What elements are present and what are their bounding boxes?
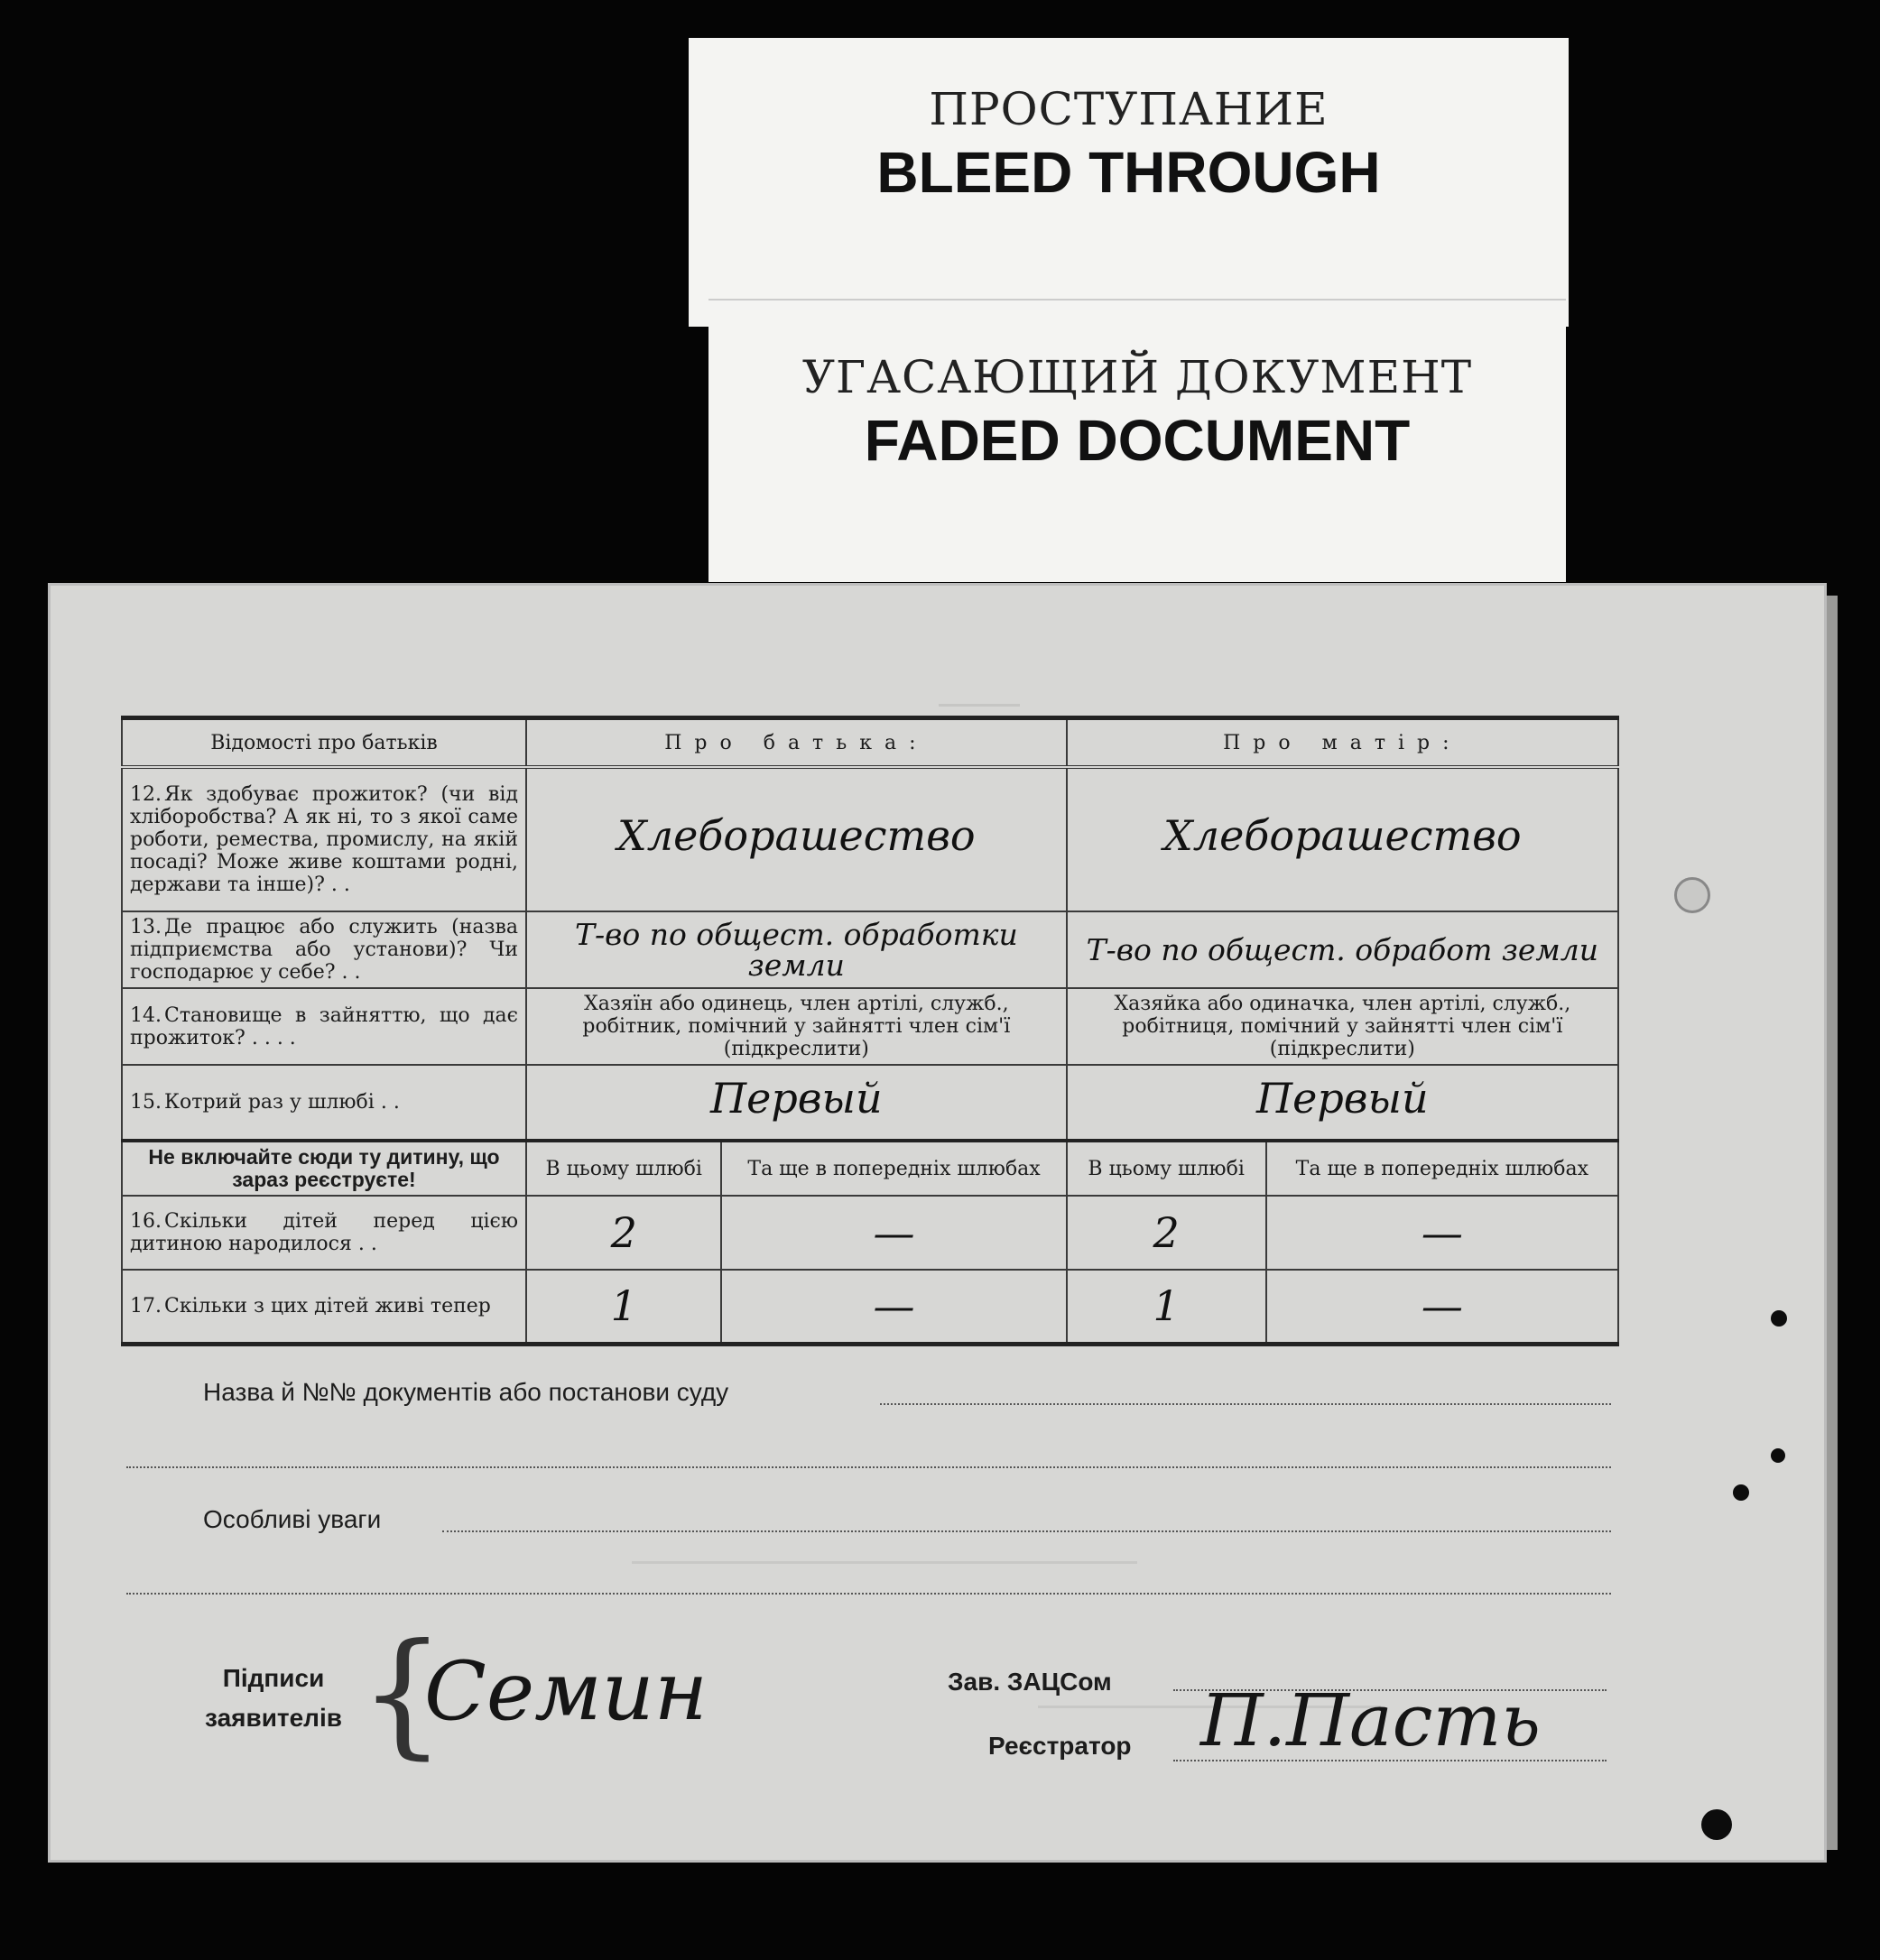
father-answer: [526, 1065, 1067, 1141]
question-number: 14.: [130, 1003, 162, 1027]
mother-answer: [1067, 911, 1618, 988]
table-row: [122, 1196, 1618, 1270]
table-row: [122, 988, 1618, 1065]
question-text: Де працює або служить (назва підприємства або установи)? Чи господарює у себе? . .: [130, 916, 518, 984]
documents-label: Назва й №№ документів або постанови суду: [203, 1378, 729, 1406]
faded-document-label: [708, 300, 1566, 582]
question-number: 16.: [130, 1210, 162, 1233]
bleed-through-mark: [632, 1534, 1137, 1564]
mother-answer: [1067, 767, 1618, 911]
question-cell: [122, 1270, 526, 1344]
header-mother: Про матір:: [1067, 718, 1618, 768]
applicant-signature: Семин: [424, 1644, 708, 1739]
head-label: Зав. ЗАЦСом: [948, 1668, 1112, 1696]
binding-hole: [1701, 1809, 1732, 1840]
mother-this-count: 2: [1067, 1196, 1266, 1270]
father-prev-count: —: [721, 1196, 1066, 1270]
handwritten-answer: Т-во по общест. обработ земли: [1086, 931, 1599, 967]
notes-line-2: [126, 1593, 1611, 1595]
bleed-through-mark: [939, 668, 1020, 707]
question-text: Котрий раз у шлюбі . .: [164, 1091, 400, 1114]
question-cell: [122, 1196, 526, 1270]
mother-this-count: 1: [1067, 1270, 1266, 1344]
handwritten-answer: Хлеборашество: [617, 810, 976, 860]
question-text: Як здобуває прожиток? (чи від хліборобства? А як ні, то з якої саме роботи, ремества, промислу, на якій посаді? Може живе коштами родні, держави та інше)? . .: [130, 783, 518, 896]
bleed-through-ru: ПРОСТУПАНИЕ: [929, 83, 1329, 135]
father-prev-count: —: [721, 1270, 1066, 1344]
question-number: 13.: [130, 916, 162, 938]
father-this-count: 1: [526, 1270, 721, 1344]
sub-this-marriage-father: В цьому шлюбі: [526, 1141, 721, 1196]
handwritten-answer: Первый: [710, 1073, 883, 1123]
handwritten-answer: Хлеборашество: [1163, 810, 1522, 860]
mother-status-options: Хазяйка або одиначка, член артілі, служб., робітниця, помічний у зайнятті член сім'ї (підкреслити): [1067, 988, 1618, 1065]
father-answer: [526, 767, 1067, 911]
bleed-through-label: [689, 38, 1569, 327]
father-status-options: Хазяїн або одинець, член артілі, служб., робітник, помічний у зайнятті член сім'ї (підкреслити): [526, 988, 1067, 1065]
mother-prev-count: —: [1266, 1196, 1618, 1270]
documents-line-2: [126, 1466, 1611, 1468]
table-header-row: [122, 718, 1618, 768]
question-number: 17.: [130, 1294, 162, 1317]
question-cell: [122, 1065, 526, 1141]
binding-hole: [1771, 1448, 1785, 1463]
registrar-label: Реєстратор: [988, 1732, 1132, 1760]
registrar-line: [1173, 1760, 1607, 1761]
parents-info-table: [121, 716, 1619, 1346]
table-row: [122, 1065, 1618, 1141]
registrar-signature: П.Пасть: [1200, 1678, 1541, 1762]
handwritten-answer: Первый: [1256, 1073, 1429, 1123]
mother-prev-count: —: [1266, 1270, 1618, 1344]
question-number: 12.: [130, 783, 162, 806]
faded-document-ru: УГАСАЮЩИЙ ДОКУМЕНТ: [801, 351, 1473, 403]
father-answer: [526, 911, 1067, 988]
mother-answer: [1067, 1065, 1618, 1141]
father-this-count: 2: [526, 1196, 721, 1270]
notes-line: [442, 1530, 1611, 1532]
brace-icon: {: [359, 1615, 446, 1772]
question-cell: [122, 767, 526, 911]
table-row: [122, 911, 1618, 988]
binding-hole: [1733, 1484, 1749, 1501]
handwritten-answer: Т-во по общест. обработки земли: [574, 916, 1018, 983]
binding-hole: [1674, 877, 1710, 913]
table-subheader-row: [122, 1141, 1618, 1196]
signatures-label: Підписи заявителів: [205, 1664, 342, 1732]
documents-line: [880, 1403, 1611, 1405]
faded-document-en: FADED DOCUMENT: [864, 408, 1411, 473]
bleed-through-en: BLEED THROUGH: [876, 140, 1381, 205]
question-text: Скільки з цих дітей живі тепер: [164, 1294, 491, 1317]
binding-hole: [1771, 1310, 1787, 1327]
question-text: Скільки дітей перед цією дитиною народилося . .: [130, 1210, 518, 1255]
question-number: 15.: [130, 1091, 162, 1114]
header-father: Про батька:: [526, 718, 1067, 768]
warning-text: Не включайте сюди ту дитину, що зараз реєструєте!: [122, 1141, 526, 1196]
question-cell: [122, 988, 526, 1065]
sub-previous-marriages-mother: Та ще в попередніх шлюбах: [1266, 1141, 1618, 1196]
question-text: Становище в зайняттю, що дає прожиток? . . . .: [130, 1003, 518, 1049]
question-cell: [122, 911, 526, 988]
sub-previous-marriages-father: Та ще в попередніх шлюбах: [721, 1141, 1066, 1196]
header-info: Відомості про батьків: [122, 718, 526, 768]
notes-label: Особливі уваги: [203, 1505, 382, 1533]
table-row: [122, 767, 1618, 911]
table-row: [122, 1270, 1618, 1344]
sub-this-marriage-mother: В цьому шлюбі: [1067, 1141, 1266, 1196]
